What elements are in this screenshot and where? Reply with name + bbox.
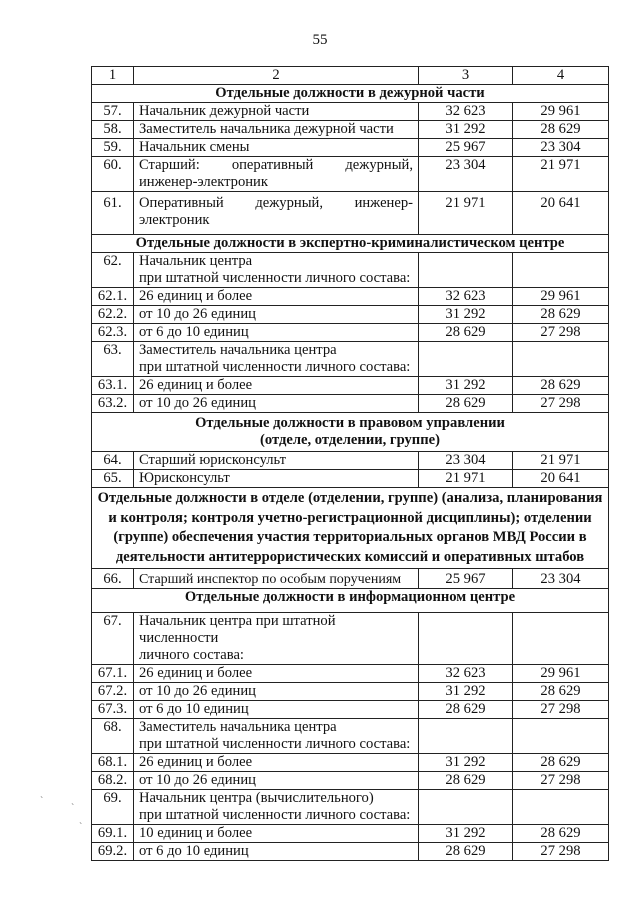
position-name xyxy=(134,613,419,665)
salary-table xyxy=(91,66,609,861)
section-title xyxy=(92,488,609,569)
salary-value xyxy=(419,613,513,665)
table-row xyxy=(92,569,609,589)
salary-value: 23 304 xyxy=(419,157,513,192)
table-row xyxy=(92,139,609,157)
position-name: от 10 до 26 единиц xyxy=(134,395,419,413)
row-number: 68. xyxy=(92,719,134,754)
salary-value: 28 629 xyxy=(513,121,609,139)
position-name xyxy=(134,790,419,825)
position-line: электроник xyxy=(139,212,210,228)
section-title: Отдельные должности в дежурной части xyxy=(92,85,609,103)
table-row xyxy=(92,121,609,139)
position-line: инженер-электроник xyxy=(139,174,268,190)
row-number: 62. xyxy=(92,253,134,288)
table-row xyxy=(92,754,609,772)
position-name xyxy=(134,342,419,377)
salary-value: 28 629 xyxy=(513,683,609,701)
salary-value: 28 629 xyxy=(513,306,609,324)
table-row xyxy=(92,843,609,861)
salary-value: 31 292 xyxy=(419,377,513,395)
table-row xyxy=(92,772,609,790)
salary-value: 31 292 xyxy=(419,754,513,772)
position-line: Начальник центра (вычислительного) xyxy=(139,790,374,806)
position-name: от 10 до 26 единиц xyxy=(134,772,419,790)
position-line: Старший: оперативный дежурный, xyxy=(139,157,413,173)
table-row xyxy=(92,683,609,701)
table-row xyxy=(92,377,609,395)
scan-mark: ˋ xyxy=(79,822,83,833)
table-row xyxy=(92,157,609,192)
row-number: 69. xyxy=(92,790,134,825)
section-title-line: Отдельные должности в правовом управлении xyxy=(195,415,505,431)
position-name: Начальник дежурной части xyxy=(134,103,419,121)
salary-value xyxy=(513,613,609,665)
row-number: 67. xyxy=(92,613,134,665)
salary-value: 21 971 xyxy=(419,470,513,488)
table-row xyxy=(92,103,609,121)
row-number: 58. xyxy=(92,121,134,139)
scan-mark: ˋ xyxy=(40,796,44,807)
table-row xyxy=(92,324,609,342)
salary-value: 31 292 xyxy=(419,825,513,843)
row-number: 61. xyxy=(92,192,134,235)
section-title: Отдельные должности в информационном центре xyxy=(92,589,609,613)
position-name: от 10 до 26 единиц xyxy=(134,306,419,324)
row-number: 59. xyxy=(92,139,134,157)
page-number: 55 xyxy=(312,32,328,48)
row-number: 67.3. xyxy=(92,701,134,719)
section-title-line: деятельности антитеррористических комиссий и оперативных штабов xyxy=(115,548,585,565)
row-number: 63.1. xyxy=(92,377,134,395)
salary-value: 31 292 xyxy=(419,306,513,324)
salary-value: 28 629 xyxy=(419,324,513,342)
salary-value xyxy=(419,719,513,754)
table-row xyxy=(92,306,609,324)
salary-value xyxy=(419,253,513,288)
position-name: 26 единиц и более xyxy=(134,377,419,395)
salary-value: 27 298 xyxy=(513,843,609,861)
row-number: 66. xyxy=(92,569,134,589)
salary-value: 21 971 xyxy=(513,157,609,192)
position-name: 26 единиц и более xyxy=(134,665,419,683)
table-row xyxy=(92,192,609,235)
salary-value: 25 967 xyxy=(419,139,513,157)
section-title-line: Отдельные должности в отделе (отделении, группе) (анализа, планирования xyxy=(97,490,603,506)
position-line: при штатной численности личного состава: xyxy=(139,359,411,375)
position-name xyxy=(134,719,419,754)
section-title-line: (группе) обеспечения участия территориальных органов МВД России в xyxy=(113,529,587,545)
salary-value: 29 961 xyxy=(513,288,609,306)
salary-value xyxy=(513,719,609,754)
salary-value: 28 629 xyxy=(419,772,513,790)
position-line: при штатной численности личного состава: xyxy=(139,270,411,286)
table-row xyxy=(92,470,609,488)
table-row xyxy=(92,253,609,288)
row-number: 69.2. xyxy=(92,843,134,861)
row-number: 63. xyxy=(92,342,134,377)
section-title xyxy=(92,413,609,452)
position-name: Старший юрисконсульт xyxy=(134,452,419,470)
salary-value: 23 304 xyxy=(419,452,513,470)
salary-value: 28 629 xyxy=(419,395,513,413)
salary-value: 21 971 xyxy=(513,452,609,470)
row-number: 68.2. xyxy=(92,772,134,790)
position-line: Начальник центра при штатной численности xyxy=(139,613,336,646)
row-number: 67.1. xyxy=(92,665,134,683)
salary-value: 23 304 xyxy=(513,569,609,589)
salary-value: 28 629 xyxy=(513,825,609,843)
position-name: Начальник смены xyxy=(134,139,419,157)
table-row xyxy=(92,342,609,377)
salary-value: 28 629 xyxy=(513,377,609,395)
table-row xyxy=(92,701,609,719)
salary-value: 27 298 xyxy=(513,772,609,790)
salary-value: 32 623 xyxy=(419,665,513,683)
row-number: 57. xyxy=(92,103,134,121)
row-number: 62.2. xyxy=(92,306,134,324)
salary-value: 28 629 xyxy=(419,843,513,861)
salary-value: 27 298 xyxy=(513,701,609,719)
column-header: 1 xyxy=(92,67,134,85)
position-line: при штатной численности личного состава: xyxy=(139,736,411,752)
section-title-line: (отделе, отделении, группе) xyxy=(260,432,440,448)
position-name: Заместитель начальника дежурной части xyxy=(134,121,419,139)
row-number: 63.2. xyxy=(92,395,134,413)
column-header: 4 xyxy=(513,67,609,85)
salary-value xyxy=(513,342,609,377)
position-name xyxy=(134,192,419,235)
column-header: 3 xyxy=(419,67,513,85)
salary-value: 20 641 xyxy=(513,470,609,488)
salary-value: 21 971 xyxy=(419,192,513,235)
salary-value: 28 629 xyxy=(513,754,609,772)
salary-value xyxy=(419,342,513,377)
table-row xyxy=(92,825,609,843)
table-row xyxy=(92,790,609,825)
salary-value: 31 292 xyxy=(419,683,513,701)
salary-value xyxy=(419,790,513,825)
column-header-row xyxy=(92,67,609,85)
table-row xyxy=(92,452,609,470)
salary-value xyxy=(513,790,609,825)
position-name: Старший инспектор по особым поручениям xyxy=(134,569,419,589)
position-line: Заместитель начальника центра xyxy=(139,342,337,358)
salary-value: 20 641 xyxy=(513,192,609,235)
table-row xyxy=(92,288,609,306)
position-name: от 10 до 26 единиц xyxy=(134,683,419,701)
row-number: 62.1. xyxy=(92,288,134,306)
position-name: от 6 до 10 единиц xyxy=(134,843,419,861)
position-name: от 6 до 10 единиц xyxy=(134,324,419,342)
table-row xyxy=(92,665,609,683)
position-name xyxy=(134,253,419,288)
scan-mark: ˋ xyxy=(71,803,75,814)
row-number: 62.3. xyxy=(92,324,134,342)
salary-value: 32 623 xyxy=(419,103,513,121)
salary-value: 29 961 xyxy=(513,103,609,121)
row-number: 68.1. xyxy=(92,754,134,772)
column-header: 2 xyxy=(134,67,419,85)
position-name: Юрисконсульт xyxy=(134,470,419,488)
salary-value: 28 629 xyxy=(419,701,513,719)
salary-value: 25 967 xyxy=(419,569,513,589)
section-title-line: и контроля; контроля учетно-регистрационной дисциплины); отделении xyxy=(108,509,592,526)
position-line: Начальник центра xyxy=(139,253,253,269)
salary-value: 23 304 xyxy=(513,139,609,157)
salary-value xyxy=(513,253,609,288)
table-row xyxy=(92,719,609,754)
salary-value: 31 292 xyxy=(419,121,513,139)
salary-value: 27 298 xyxy=(513,395,609,413)
row-number: 67.2. xyxy=(92,683,134,701)
salary-value: 32 623 xyxy=(419,288,513,306)
position-name: от 6 до 10 единиц xyxy=(134,701,419,719)
position-name: 26 единиц и более xyxy=(134,288,419,306)
salary-value: 27 298 xyxy=(513,324,609,342)
position-line: личного состава: xyxy=(139,647,244,663)
salary-value: 29 961 xyxy=(513,665,609,683)
position-line: Оперативный дежурный, инженер- xyxy=(139,195,413,211)
position-line: Заместитель начальника центра xyxy=(139,719,337,735)
table-row xyxy=(92,395,609,413)
position-line: при штатной численности личного состава: xyxy=(139,807,411,823)
row-number: 64. xyxy=(92,452,134,470)
row-number: 69.1. xyxy=(92,825,134,843)
position-name: 10 единиц и более xyxy=(134,825,419,843)
table-row xyxy=(92,613,609,665)
position-name xyxy=(134,157,419,192)
position-name: 26 единиц и более xyxy=(134,754,419,772)
row-number: 60. xyxy=(92,157,134,192)
section-title: Отдельные должности в экспертно-криминалистическом центре xyxy=(92,235,609,253)
row-number: 65. xyxy=(92,470,134,488)
